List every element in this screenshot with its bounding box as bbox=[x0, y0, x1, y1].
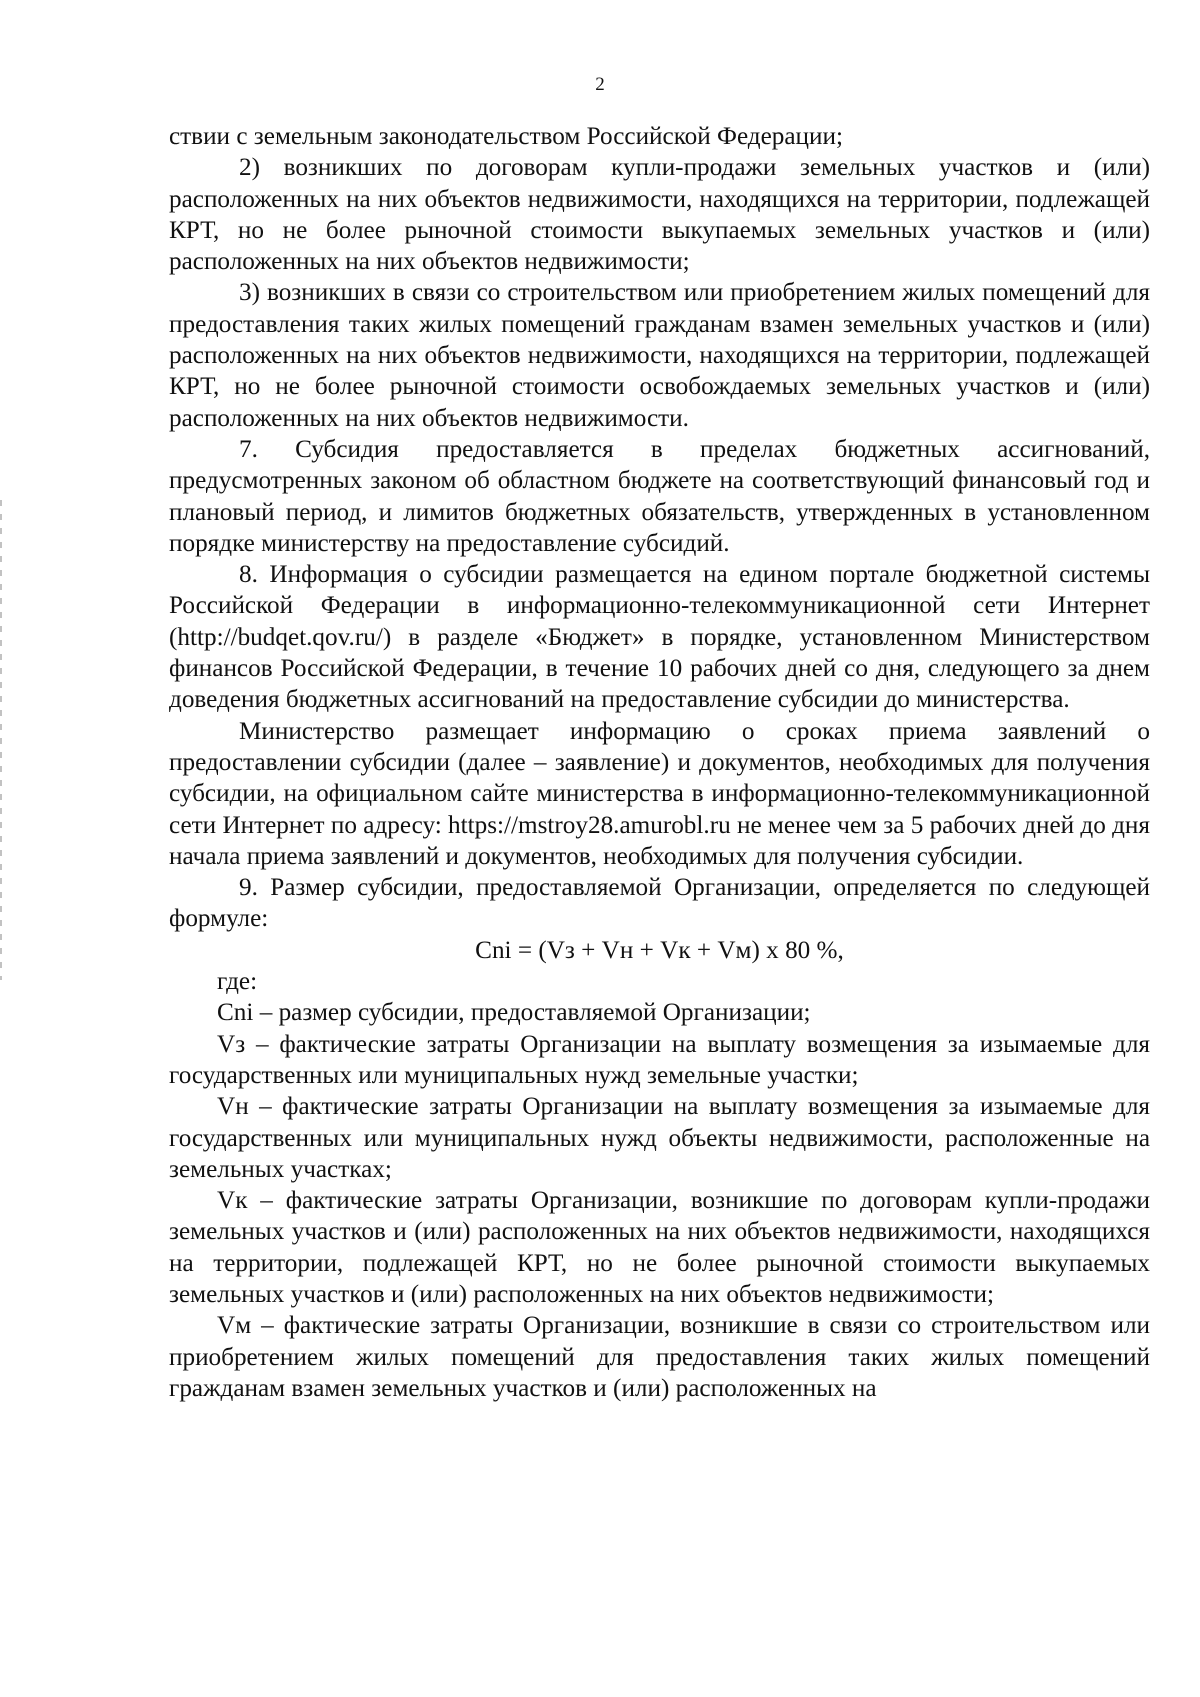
definition-vn: Vн – фактические затраты Организации на выплату возмещения за изымаемые для государственных или муниципальных нужд объекты недвижимости, расположенные на земельных участках; bbox=[169, 1093, 1150, 1183]
paragraph-clause-7: 7. Субсидия предоставляется в пределах бюджетных ассигнований, предусмотренных законом об областном бюджете на соответствующий финансовый год и плановый период, и лимитов бюджетных обязательств, утвержденных в установленном порядке министерству на предоставление субсидий. bbox=[169, 435, 1150, 557]
definition-vm: Vм – фактические затраты Организации, возникшие в связи со строительством или приобретением жилых помещений для предоставления таких жилых помещений гражданам взамен земельных участков и (или) расположенных на bbox=[169, 1312, 1150, 1402]
page-number: 2 bbox=[595, 74, 605, 95]
paragraph-item-2: 2) возникших по договорам купли-продажи земельных участков и (или) расположенных на них объектов недвижимости, находящихся на территории, подлежащей КРТ, но не более рыночной стоимости выкупаемых земельных участков и (или) расположенных на них объектов недвижимости; bbox=[169, 154, 1150, 276]
paragraph-clause-8: 8. Информация о субсидии размещается на едином портале бюджетной системы Российской Федерации в информационно-телекоммуникационной сети Интернет (http://budqet.qov.ru/) в разделе «Бюджет» в порядке, установленном Министерством финансов Российской Федерации, в течение 10 рабочих дней со дня, следующего за днем доведения бюджетных ассигнований на предоставление субсидии до министерства. bbox=[169, 561, 1150, 714]
where-label: где: bbox=[217, 968, 258, 996]
definition-vz: Vз – фактические затраты Организации на выплату возмещения за изымаемые для государственных или муниципальных нужд земельные участки; bbox=[169, 1030, 1150, 1089]
paragraph-clause-9: 9. Размер субсидии, предоставляемой Организации, определяется по следующей формуле: bbox=[169, 874, 1150, 933]
scan-edge-mark bbox=[0, 500, 2, 980]
definition-vk: Vк – фактические затраты Организации, возникшие по договорам купли-продажи земельных участков и (или) расположенных на них объектов недвижимости, находящихся на территории, подлежащей КРТ, но не более рыночной стоимости выкупаемых земельных участков и (или) расположенных на них объектов недвижимости; bbox=[169, 1187, 1150, 1308]
paragraph-item-3: 3) возникших в связи со строительством или приобретением жилых помещений для предоставления таких жилых помещений гражданам взамен земельных участков и (или) расположенных на них объектов недвижимости, находящихся на территории, подлежащей КРТ, но не более рыночной стоимости освобождаемых земельных участков и (или) расположенных на них объектов недвижимости. bbox=[169, 279, 1150, 432]
document-body bbox=[169, 121, 1150, 1404]
paragraph-ministry-info: Министерство размещает информацию о сроках приема заявлений о предоставлении субсидии (далее – заявление) и документов, необходимых для получения субсидии, на официальном сайте министерства в информационно-телекоммуникационной сети Интернет по адресу: https://mstroy28.amurobl.ru не менее чем за 5 рабочих дней до дня начала приема заявлений и документов, необходимых для получения субсидии. bbox=[169, 717, 1150, 870]
subsidy-formula: Cni = (Vз + Vн + Vк + Vм) x 80 %, bbox=[475, 936, 844, 964]
paragraph-continuation: ствии с земельным законодательством Российской Федерации; bbox=[169, 123, 843, 150]
definition-cni: Cni – размер субсидии, предоставляемой Организации; bbox=[217, 999, 811, 1027]
